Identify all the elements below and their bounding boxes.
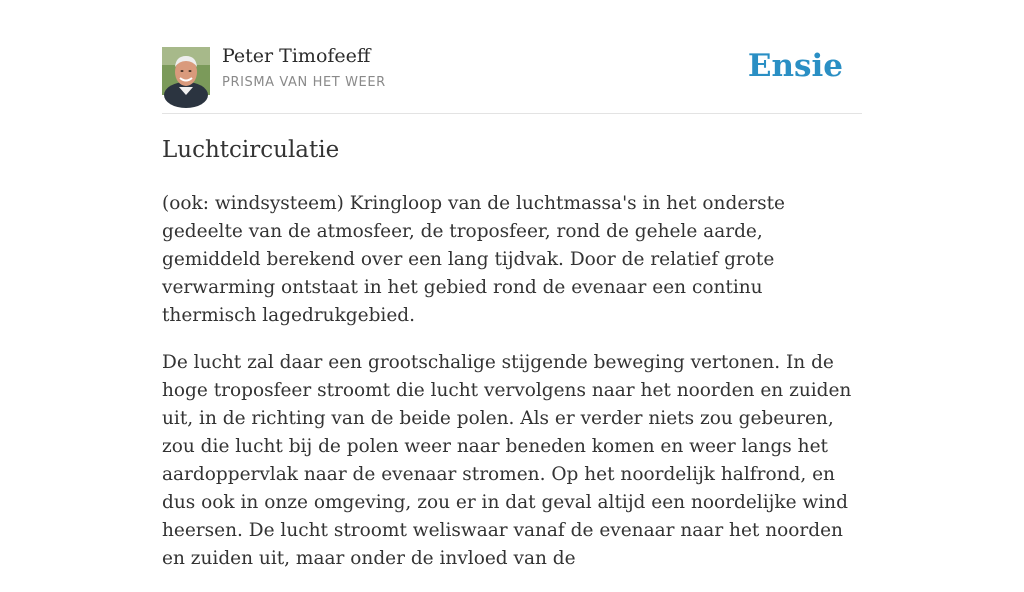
- entry-body: [162, 190, 862, 592]
- ensie-logo[interactable]: Ensie: [747, 48, 843, 84]
- author-source[interactable]: PRISMA VAN HET WEER: [222, 75, 386, 90]
- author-name[interactable]: Peter Timofeeff: [222, 45, 371, 67]
- entry-title: Luchtcirculatie: [162, 137, 340, 163]
- article-header: [162, 0, 862, 114]
- avatar-portrait-icon: [162, 47, 210, 95]
- entry-paragraph: De lucht zal daar een grootschalige stijgende beweging vertonen. In de hoge troposfeer stroomt die lucht vervolgens naar het noorden en zuiden uit, in de richting van de beide polen. Als er verder niets zou gebeuren, zou die lucht bij de polen weer naar beneden komen en weer langs het aardoppervlak naar de evenaar stromen. Op het noordelijk halfrond, en dus ook in onze omgeving, zou er in dat geval altijd een noordelijke wind heersen. De lucht stroomt weliswaar vanaf de evenaar naar het noorden en zuiden uit, maar onder de invloed van de: [162, 352, 852, 569]
- article: [162, 0, 862, 569]
- entry-paragraph: (ook: windsysteem) Kringloop van de luchtmassa's in het onderste gedeelte van de atmosfeer, de troposfeer, rond de gehele aarde, gemiddeld berekend over een lang tijdvak. Door de relatief grote verwarming ontstaat in het gebied rond de evenaar een continu thermisch lagedrukgebied.: [162, 193, 785, 326]
- author-avatar[interactable]: [162, 47, 210, 95]
